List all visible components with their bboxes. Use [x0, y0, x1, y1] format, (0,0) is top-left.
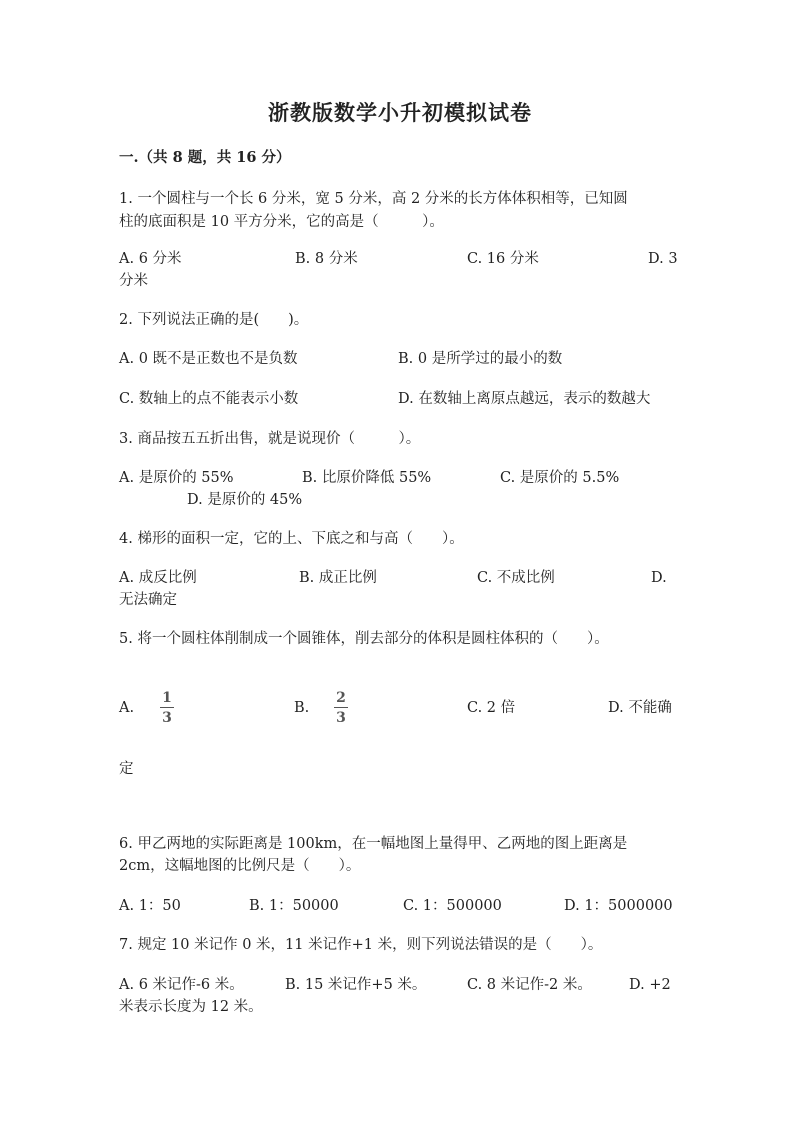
q5-option-b: B.	[294, 700, 310, 716]
q6-option-d: D. 1：5000000	[564, 898, 673, 914]
q1-option-d-cont: 分米	[119, 273, 148, 289]
q5-fraction-a	[160, 690, 174, 726]
q5-option-d-cont: 定	[119, 761, 134, 777]
q1-option-b: B. 8 分米	[295, 251, 358, 267]
q4-option-b: B. 成正比例	[299, 570, 377, 586]
q1-stem-line1: 1. 一个圆柱与一个长 6 分米，宽 5 分米，高 2 分米的长方体体积相等，已知圆	[119, 191, 628, 207]
q3-option-c: C. 是原价的 5.5%	[500, 470, 620, 486]
q7-option-c: C. 8 米记作-2 米。	[467, 977, 592, 993]
q4-stem: 4. 梯形的面积一定，它的上、下底之和与高（ ）。	[119, 531, 464, 547]
q2-option-a: A. 0 既不是正数也不是负数	[119, 351, 298, 367]
q5-fraction-b-numerator: 2	[336, 690, 346, 706]
q6-stem-line2: 2cm，这幅地图的比例尺是（ ）。	[119, 858, 361, 874]
q6-stem-line1: 6. 甲乙两地的实际距离是 100km，在一幅地图上量得甲、乙两地的图上距离是	[119, 836, 628, 852]
q7-option-d: D. +2	[629, 977, 671, 993]
page-title: 浙教版数学小升初模拟试卷	[268, 100, 532, 125]
q2-option-d: D. 在数轴上离原点越远，表示的数越大	[398, 391, 651, 407]
q2-option-b: B. 0 是所学过的最小的数	[398, 351, 563, 367]
q5-fraction-a-denominator: 3	[162, 710, 172, 726]
q2-option-c: C. 数轴上的点不能表示小数	[119, 391, 299, 407]
q5-stem: 5. 将一个圆柱体削制成一个圆锥体，削去部分的体积是圆柱体积的（ ）。	[119, 631, 609, 647]
q4-option-d-cont: 无法确定	[119, 592, 177, 608]
q7-option-b: B. 15 米记作+5 米。	[285, 977, 427, 993]
q5-option-d: D. 不能确	[608, 700, 672, 716]
q1-option-c: C. 16 分米	[467, 251, 539, 267]
q5-option-a: A.	[119, 700, 135, 716]
q6-option-a: A. 1：50	[119, 898, 181, 914]
q7-option-d-cont: 米表示长度为 12 米。	[119, 999, 263, 1015]
q5-fraction-b	[334, 690, 348, 726]
q5-fraction-b-denominator: 3	[336, 710, 346, 726]
fraction-bar	[160, 707, 174, 708]
fraction-bar	[334, 707, 348, 708]
q6-option-c: C. 1：500000	[403, 898, 502, 914]
section-heading: 一.（共 8 题，共 16 分）	[119, 149, 291, 166]
q3-option-a: A. 是原价的 55%	[119, 470, 234, 486]
q3-option-d: D. 是原价的 45%	[187, 492, 303, 508]
q4-option-c: C. 不成比例	[477, 570, 555, 586]
q7-stem: 7. 规定 10 米记作 0 米，11 米记作+1 米，则下列说法错误的是（ ）。	[119, 937, 603, 953]
q2-stem: 2. 下列说法正确的是( )。	[119, 312, 309, 328]
q3-stem: 3. 商品按五五折出售，就是说现价（ ）。	[119, 431, 421, 447]
q1-stem-line2: 柱的底面积是 10 平方分米，它的高是（ ）。	[119, 214, 444, 230]
q1-option-a: A. 6 分米	[119, 251, 182, 267]
q7-option-a: A. 6 米记作-6 米。	[119, 977, 244, 993]
q4-option-a: A. 成反比例	[119, 570, 197, 586]
q5-option-c: C. 2 倍	[467, 700, 516, 716]
q6-option-b: B. 1：50000	[249, 898, 339, 914]
q1-option-d: D. 3	[648, 251, 678, 267]
q3-option-b: B. 比原价降低 55%	[302, 470, 432, 486]
q4-option-d: D.	[651, 570, 667, 586]
q5-fraction-a-numerator: 1	[162, 690, 172, 706]
